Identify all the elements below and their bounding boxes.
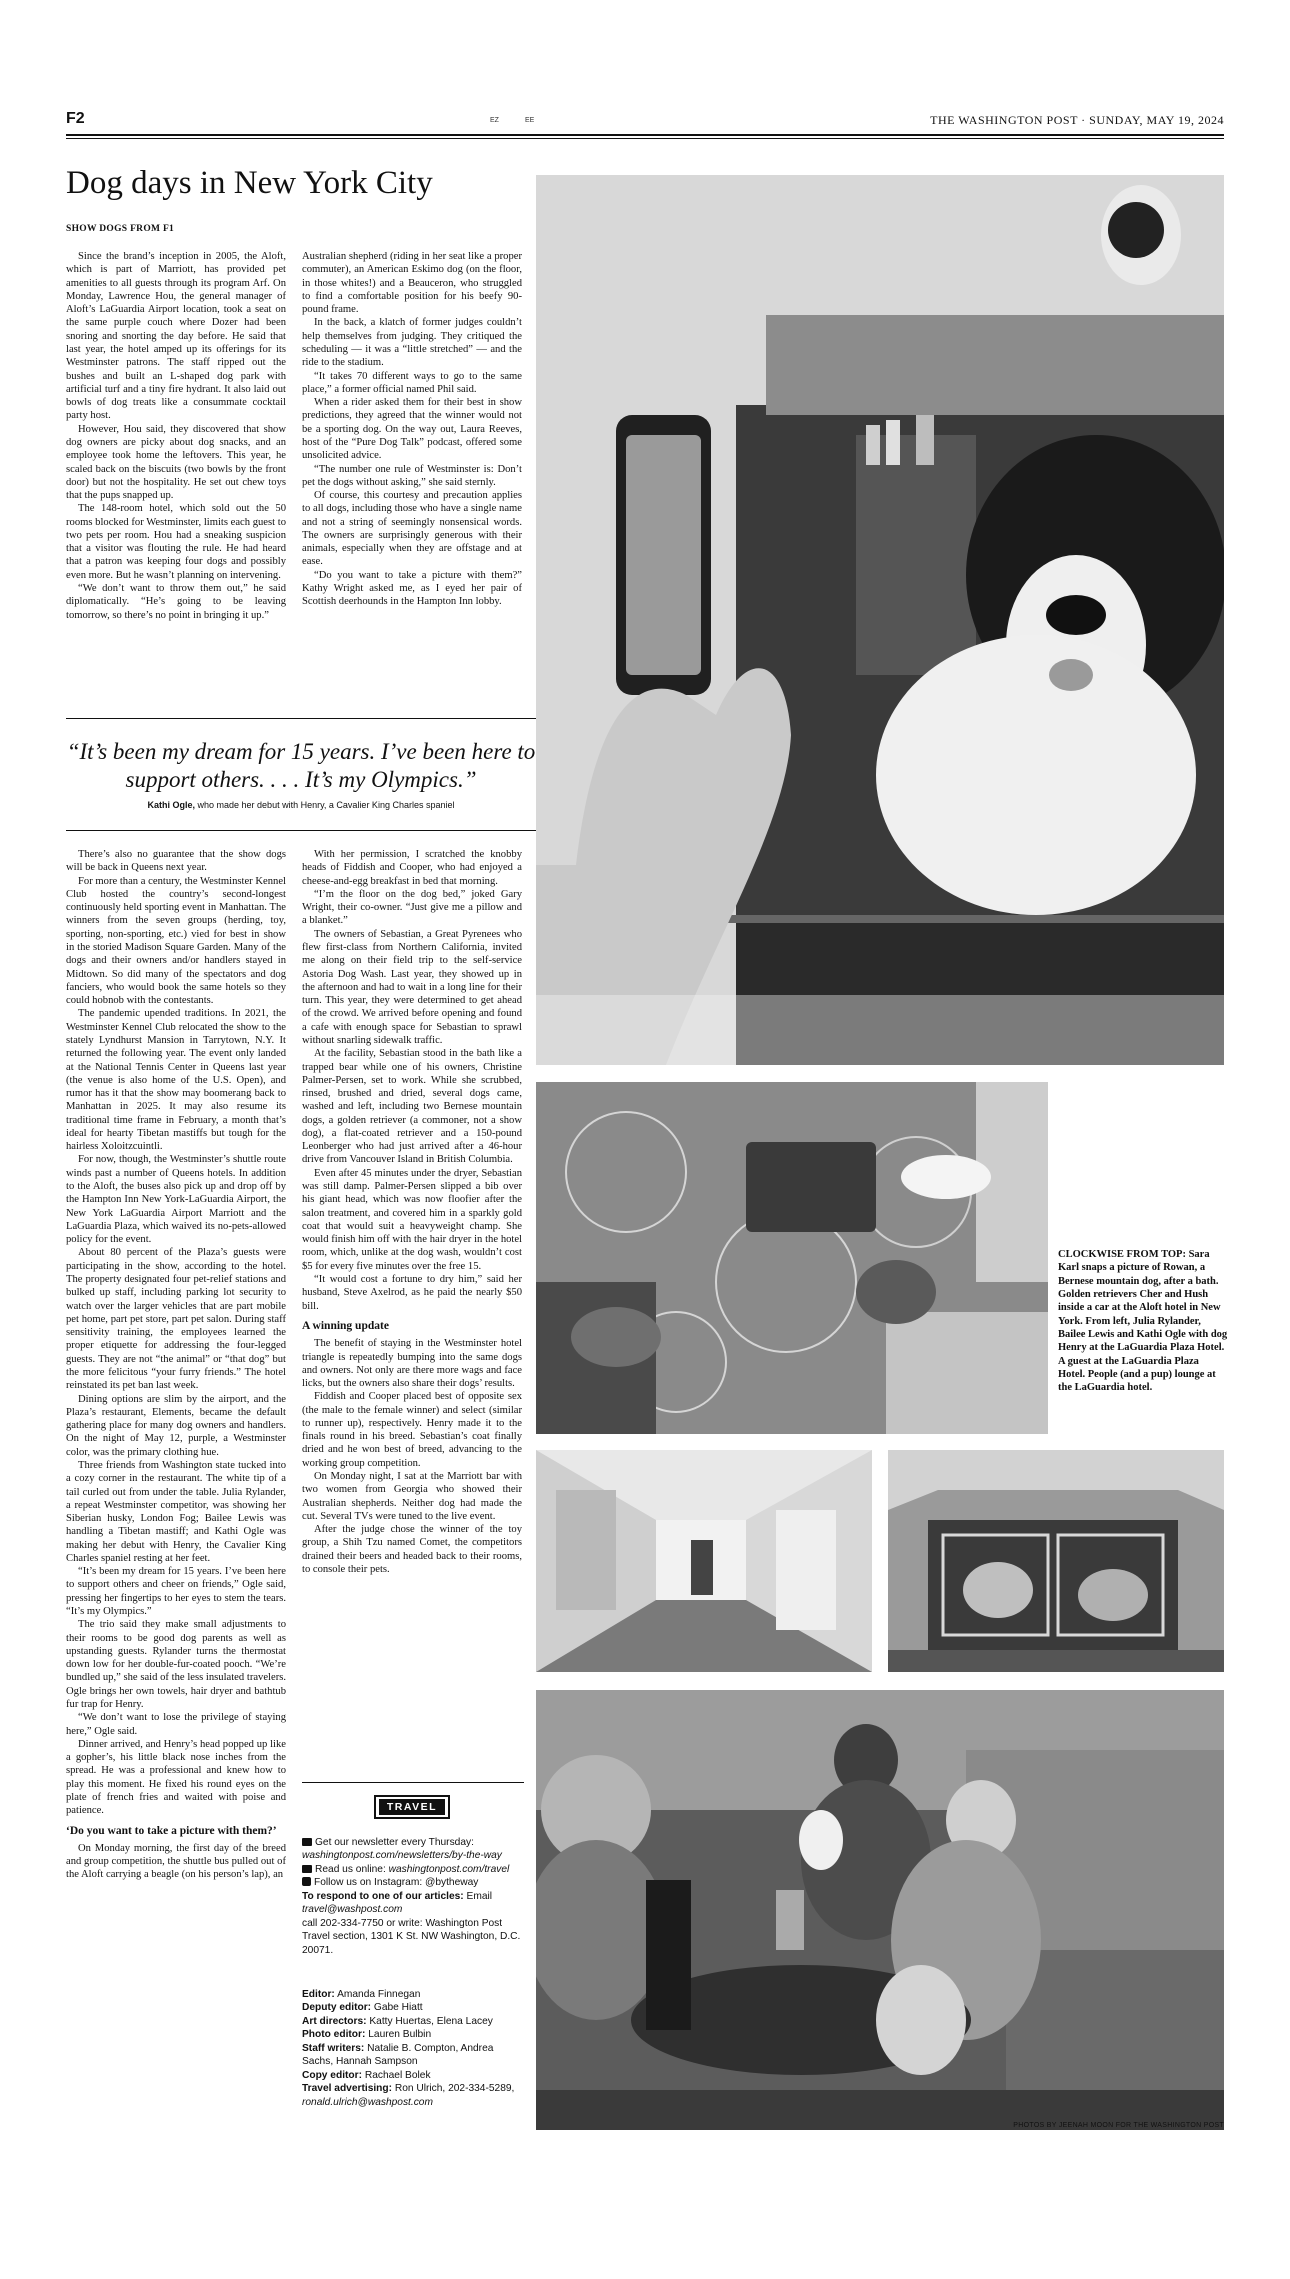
staff-row [302,2001,527,2014]
paragraph: The trio said they make small adjustments to their rooms to be good dog parents as well as upstanding guests. Rylander turns the thermostat down low for her double-fur-coated pooch. “We’re bundled up,” she said of the less insulated travelers. Ogle brings her own towels, hair dryer and bathtub fur trap for Henry. [66,1619,286,1710]
pull-quote-name: Kathi Ogle, [147,800,196,810]
article-column-1-bottom [66,848,286,2133]
paragraph: Three friends from Washington state tucked into a cozy corner in the restaurant. The white tip of a tail curled out from under the table. Julia Rylander, a repeat Westminster competitor, was showing her Siberian husky, London Fog; Bailee Lewis was handling a Tibetan mastiff; and Kathi Ogle was making her debut with Henry, the Cavalier King Charles spaniel resting at her feet. [66,1459,286,1564]
paragraph: For more than a century, the Westminster Kennel Club hosted the country’s second-longest continuously held sporting event in Manhattan. The winners from the seven groups (herding, toy, sporting, non-sporting, etc.) vied for best in show in the storied Madison Square Garden. Many of the dogs and their owners and/or handlers stayed in Midtown. So did many of the spectators and dog fanciers, who would book the same hotels so they could hobnob with the contestants. [66,875,286,1007]
paragraph: “The number one rule of Westminster is: Don’t pet the dogs without asking,” she said sternly. [302,463,522,488]
travel-box-rule [302,1782,524,1783]
paragraph: Even after 45 minutes under the dryer, Sebastian was still damp. Palmer-Persen slipped a bib over his giant head, which was now floofier after the salon treatment, and covered him in a sparkly gold coat that would suit a heavyweight champ. She would finish him off with the hair dryer in the hotel room, which, unlike at the dog wash, wouldn’t cost $5 for every five minutes over the free 15. [302,1167,522,1272]
paragraph: The pandemic upended traditions. In 2021, the Westminster Kennel Club relocated the show to the stately Lyndhurst Mansion in Tarrytown, N.Y. It returned the following year. The event only landed at the National Tennis Center in Queens last year (the venue is also home of the U.S. Open), and rumor has it that the show may boomerang back to Manhattan in 2025. It may also resume its traditional time frame in February, a month that’s ideal for hearty Tibetan mastiffs but tough for the hairless Xoloitzcuintli. [66,1008,286,1153]
travel-email[interactable]: travel@washpost.com [302,1904,403,1916]
travel-logo [374,1795,450,1819]
paragraph: Australian shepherd (riding in her seat like a proper commuter), an American Eskimo dog (on the floor, in those whites!) and a Beauceron, who struggled to find a comfortable position for his beefy 90-pound frame. [302,251,522,316]
staff-name: Amanda Finnegan [337,1989,421,2000]
photo-bernese-dog-phone [536,175,1224,1065]
instagram-handle[interactable]: Follow us on Instagram: @bytheway [314,1877,479,1889]
article-column-2-bottom [302,848,522,1780]
article-column-1-top [66,250,286,705]
paragraph: The benefit of staying in the Westminster hotel triangle is repeatedly bumping into the same dogs and owners. Not only are there more wags and face licks, but the owners also share their dogs’ results. [302,1338,522,1390]
paragraph: For now, though, the Westminster’s shuttle route winds past a number of Queens hotels. In addition to the Aloft, the buses also pick up and drop off by the Hampton Inn New York-LaGuardia Airport, the New York LaGuardia Airport Marriott and the LaGuardia Plaza, which waived its no-pets-allowed policy for the event. [66,1154,286,1246]
photo-three-women-with-henry [536,1690,1224,2130]
staff-name: Lauren Bulbin [368,2029,432,2041]
staff-role: Copy editor: [302,2069,362,2081]
photo-dogs-in-car [888,1450,1224,1672]
travel-logo-text: TRAVEL [379,1799,445,1815]
pull-quote-rule-top [66,718,536,719]
online-label: Read us online: [315,1863,386,1875]
staff-list [302,1988,527,2109]
photo-caption: CLOCKWISE FROM TOP: Sara Karl snaps a picture of Rowan, a Bernese mountain dog, after a bath. Golden retrievers Cher and Hush inside a car at the Aloft hotel in New York. From left, Julia Rylander, Bailee Lewis and Kathi Ogle with dog Henry at the LaGuardia Plaza Hotel. A guest at the LaGuardia Plaza Hotel. People (and a pup) lounge at the LaGuardia hotel. [1058,1249,1228,1394]
header-rule-thin [66,138,1224,139]
paragraph: “It takes 70 different ways to go to the same place,” a former official named Phil said. [302,370,522,395]
respond-text: Email [466,1890,493,1902]
photo-hotel-lounge [536,1082,1048,1434]
paragraph: However, Hou said, they discovered that show dog owners are picky about dog snacks, and an employee took home the leftovers. This year, he scaled back on the biscuits (two bowls by the front door) but not the hospitality. He set out chew toys that the pups snapped up. [66,423,286,502]
pull-quote-desc: who made her debut with Henry, a Cavalier King Charles spaniel [195,800,455,810]
paragraph: Since the brand’s inception in 2005, the Aloft, which is part of Marriott, has provided pet amenities to all guests through its program Arf. On Monday, Lawrence Hou, the general manager of Aloft’s LaGuardia Airport location, took a seat on the same purple couch where Dozer had been snoring and snorting the day before. He said that last year, the hotel amped up its offerings for its Westminster patrons. The staff ripped out the bushes and built an L-shaped dog park with artificial turf and a tiny fire hydrant. It also laid out bowls of dog treats like a consummate cocktail party host. [66,251,286,422]
pull-quote-attribution [66,800,536,810]
subhead: A winning update [302,1319,389,1332]
staff-row [302,2069,527,2082]
paragraph: About 80 percent of the Plaza’s guests were participating in the show, according to the hotel. The property designated four pet-relief stations and bulked up staff, including parking lot security to watch over the larger vehicles that are part mobile pet home, part pet store, part pet salon. During staff sensitivity training, the employees learned the proper etiquette for addressing the four-legged guests. They are not “the animal” or “that dog” but the more felicitous “your furry friends.” The hotel reinstated its pet ban last week. [66,1247,286,1392]
newsletter-label: Get our newsletter every Thursday: [315,1837,474,1848]
instagram-icon [302,1877,311,1886]
paragraph: In the back, a klatch of former judges couldn’t help themselves from judging. They critiqued the scheduling — it was a “little stretched” — and the ride to the stadium. [302,317,522,369]
instagram-line [302,1876,527,1889]
staff-role: Art directors: [302,2015,367,2027]
newsletter-line [302,1836,527,1849]
paragraph: At the facility, Sebastian stood in the bath like a trapped bear while one of his owners, Christine Palmer-Persen, set to work. While she scrubbed, rinsed, brushed and dried, several dogs came, washed and left, including two Bernese mountain dogs, a golden retriever (a commoner, not a show dog), a flat-coated retriever and a 150-pound Leonberger who had just arrived after a 46-hour drive from Vancouver Island in British Columbia. [302,1048,522,1166]
paragraph: After the judge chose the winner of the toy group, a Shih Tzu named Comet, the competitors drained their beers and headed back to their rooms, to console their pets. [302,1524,522,1575]
paragraph: “It would cost a fortune to dry him,” said her husband, Steve Axelrod, as he paid the nearly $50 bill. [302,1274,522,1312]
subhead: ‘Do you want to take a picture with them?’ [66,1824,277,1837]
photo-credit: PHOTOS BY JEENAH MOON FOR THE WASHINGTON POST [1013,2122,1224,2129]
staff-row [302,2082,527,2109]
paragraph: On Monday night, I sat at the Marriott bar with two women from Georgia who showed their Australian shepherds. Neither dog had made the cut. Several TVs were tuned to the live event. [302,1471,522,1522]
header-rule [66,134,1224,136]
mail-icon [302,1838,312,1846]
paragraph: “Do you want to take a picture with them?” Kathy Wright asked me, as I eyed her pair of Scottish deerhounds in the Hampton Inn lobby. [302,569,522,608]
jump-label: SHOW DOGS FROM F1 [66,224,175,234]
paragraph: “We don’t want to lose the privilege of staying here,” Ogle said. [66,1712,286,1737]
staff-name: Rachael Bolek [364,2069,431,2081]
staff-role: Staff writers: [302,2042,365,2054]
zone-label-right: EE [525,117,535,124]
pull-quote: “It’s been my dream for 15 years. I’ve been here to support others. . . . It’s my Olympics.” [66,739,536,792]
ad-email[interactable]: ronald.ulrich@washpost.com [302,2096,433,2108]
screen-icon [302,1865,312,1873]
paragraph: Dinner arrived, and Henry’s head popped up like a gopher’s, his little black nose inches from the spread. He was a professional and knew how to play this moment. He fixed his round eyes on the plate of french fries and waited with poise and patience. [66,1738,286,1817]
paragraph: There’s also no guarantee that the show dogs will be back in Queens next year. [66,849,286,874]
paragraph: Of course, this courtesy and precaution applies to all dogs, including those who have a single name and not a string of seemingly nonsensical words. The owners are surprisingly generous with their animals, especially when they are offstage and at ease. [302,490,522,568]
paragraph: On Monday morning, the first day of the breed and group competition, the shuttle bus pulled out of the Aloft carrying a beagle (on his person’s lap), an [66,1842,286,1881]
staff-name: Natalie B. Compton, Andrea Sachs, Hannah Sampson [302,2042,494,2068]
photo-hotel-hallway [536,1450,872,1672]
respond-line [302,1890,527,1903]
page-number: F2 [66,110,85,127]
paragraph: The owners of Sebastian, a Great Pyrenees who flew first-class from Northern California, invited me along on their field trip to the self-service Astoria Dog Wash. Last year, they showed up in the afternoon and had to wait in a long line for their turn. This year, they were determined to get ahead of the crowd. We arrived before opening and found a cafe with enough space for Sebastian to sprawl without snarling sidewalk traffic. [302,928,522,1046]
staff-role: Travel advertising: [302,2083,393,2095]
respond-label: To respond to one of our articles: [302,1890,464,1902]
call-text: call 202-334-7750 or write: Washington Post Travel section, 1301 K St. NW Washington, D.C. 20071. [302,1917,521,1956]
paragraph: When a rider asked them for their best in show predictions, they agreed that the winner would not be a sporting dog. On the way out, Laura Reeves, host of the “Pure Dog Talk” podcast, offered some unsolicited advice. [302,397,522,462]
staff-row [302,2028,527,2041]
article-column-2-top [302,250,522,705]
paragraph: With her permission, I scratched the knobby heads of Fiddish and Cooper, who had enjoyed a cheese-and-egg breakfast in bed that morning. [302,849,522,887]
staff-row [302,1988,527,2001]
paper-date-line: THE WASHINGTON POST · SUNDAY, MAY 19, 2024 [930,113,1224,127]
newsletter-link[interactable]: washingtonpost.com/newsletters/by-the-way [302,1850,502,1862]
online-link[interactable]: washingtonpost.com/travel [388,1863,510,1875]
paragraph: “I’m the floor on the dog bed,” joked Gary Wright, their co-owner. “Just give me a pillow and a blanket.” [302,888,522,927]
staff-role: Deputy editor: [302,2002,372,2014]
pull-quote-rule-bottom [66,830,536,831]
headline: Dog days in New York City [66,165,433,201]
staff-name: Gabe Hiatt [373,2002,423,2014]
paragraph: Fiddish and Cooper placed best of opposite sex (the male to the female winner) and select (similar to runner up), respectively. Henry made it to the finals round in his breed. Sebastian’s coat finally dried and he won best of breed, advancing to the working group competition. [302,1391,522,1469]
paragraph: “It’s been my dream for 15 years. I’ve been here to support others and cheer on friends,” Ogle said, pressing her fingertips to her eyes to stem the tears. “It’s my Olympics.” [66,1566,286,1618]
paragraph: Dining options are slim by the airport, and the Plaza’s restaurant, Elements, became the default gathering place for many dog owners and handlers. On the night of May 12, purple, a Westminster color, was the primary clothing hue. [66,1393,286,1458]
staff-role: Editor: [302,1989,335,2000]
staff-role: Photo editor: [302,2029,366,2041]
travel-contact-info [302,1836,527,1957]
online-line [302,1863,527,1876]
staff-row [302,2042,527,2069]
paragraph: The 148-room hotel, which sold out the 50 rooms blocked for Westminster, limits each guest to two pets per room. Hou had a sneaking suspicion that a visitor was flouting the rule. He had heard that a patron was keeping four dogs and possibly even more. But he wasn’t planning on intervening. [66,503,286,581]
staff-name: Katty Huertas, Elena Lacey [369,2015,493,2027]
zone-label-left: EZ [490,117,499,124]
staff-name: Ron Ulrich, 202-334-5289, [394,2083,515,2095]
staff-row [302,2015,527,2028]
paragraph: “We don’t want to throw them out,” he said diplomatically. “He’s going to be leaving tomorrow, so there’s no point in bringing it up.” [66,583,286,621]
